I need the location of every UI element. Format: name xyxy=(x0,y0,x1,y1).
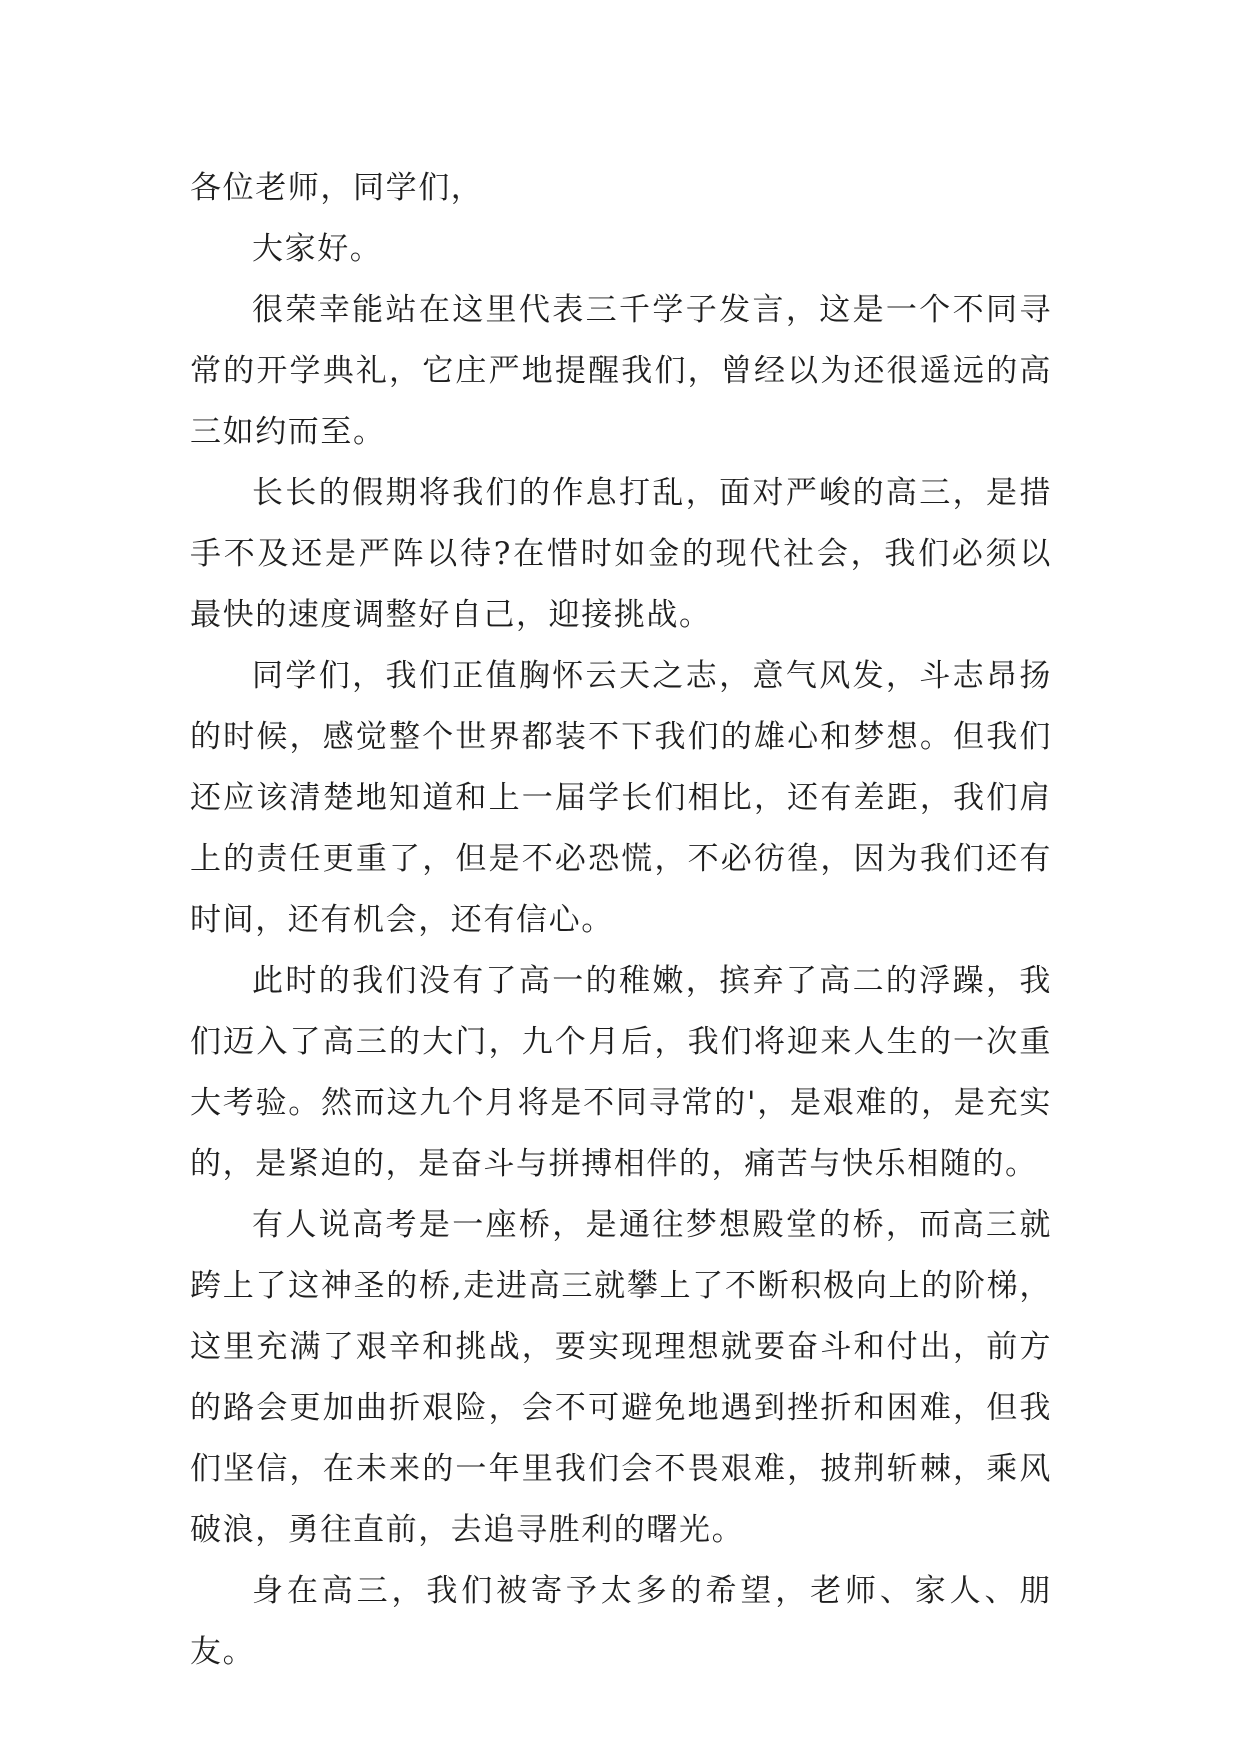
paragraph-ambition: 同学们，我们正值胸怀云天之志，意气风发，斗志昂扬的时候，感觉整个世界都装不下我们的雄心和梦想。但我们还应该清楚地知道和上一届学长们相比，还有差距，我们肩上的责任更重了，但是不必恐慌，不必彷徨，因为我们还有时间，还有机会，还有信心。 xyxy=(190,658,1052,938)
paragraph-senior-year: 此时的我们没有了高一的稚嫩，摈弃了高二的浮躁，我们迈入了高三的大门，九个月后，我们将迎来人生的一次重大考验。然而这九个月将是不同寻常的'，是艰难的，是充实的，是紧迫的，是奋斗与拼搏相伴的，痛苦与快乐相随的。 xyxy=(190,963,1052,1182)
paragraph-honor: 很荣幸能站在这里代表三千学子发言，这是一个不同寻常的开学典礼，它庄严地提醒我们，曾经以为还很遥远的高三如约而至。 xyxy=(190,292,1052,450)
paragraph-bridge: 有人说高考是一座桥，是通往梦想殿堂的桥，而高三就跨上了这神圣的桥,走进高三就攀上了不断积极向上的阶梯，这里充满了艰辛和挑战，要实现理想就要奋斗和付出，前方的路会更加曲折艰险，会不可避免地遇到挫折和困难，但我们坚信，在未来的一年里我们会不畏艰难，披荆斩棘，乘风破浪，勇往直前，去追寻胜利的曙光。 xyxy=(190,1207,1052,1548)
paragraph-hopes: 身在高三，我们被寄予太多的希望，老师、家人、朋友。 xyxy=(190,1573,1052,1670)
salutation: 各位老师，同学们， xyxy=(190,170,484,206)
paragraph-holiday: 长长的假期将我们的作息打乱，面对严峻的高三，是措手不及还是严阵以待?在惜时如金的现代社会，我们必须以最快的速度调整好自己，迎接挑战。 xyxy=(190,475,1052,633)
speech-body xyxy=(190,158,1052,1683)
paragraph-greeting: 大家好。 xyxy=(252,231,383,267)
